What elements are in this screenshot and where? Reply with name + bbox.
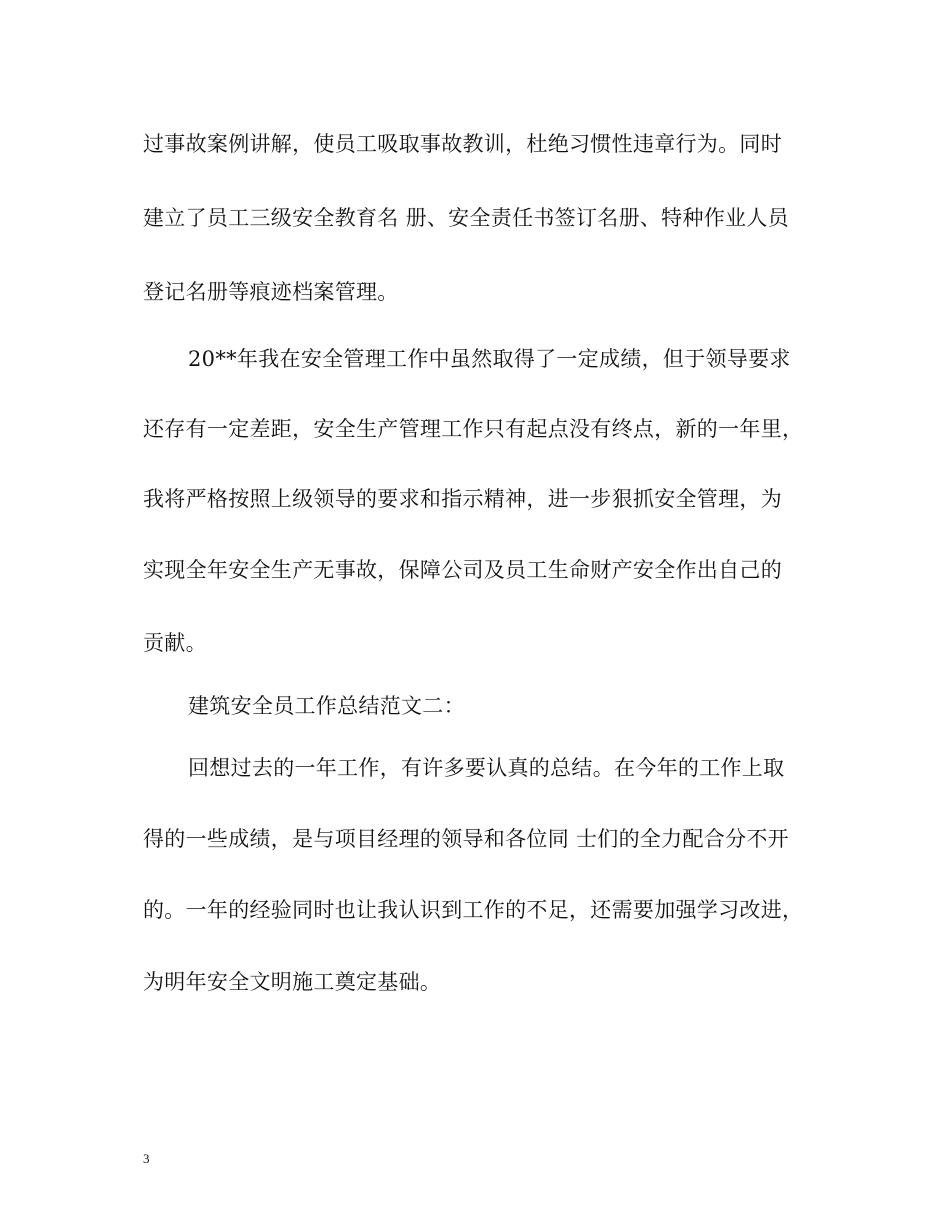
paragraph-line: 为明年安全文明施工奠定基础。 [143, 970, 442, 994]
paragraph-line: 的。一年的经验同时也让我认识到工作的不足，还需要加强学习改进， [143, 898, 804, 922]
paragraph-line: 20**年我在安全管理工作中虽然取得了一定成绩，但于领导要求 [188, 347, 791, 371]
section-heading: 建筑安全员工作总结范文二： [188, 694, 465, 718]
paragraph-line: 登记名册等痕迹档案管理。 [143, 280, 399, 304]
paragraph-line: 贡献。 [143, 631, 207, 655]
paragraph-line: 实现全年安全生产无事故，保障公司及员工生命财产安全作出自己的 [143, 558, 782, 582]
paragraph-line: 还存有一定差距，安全生产管理工作只有起点没有终点，新的一年里， [143, 417, 804, 441]
paragraph-line: 我将严格按照上级领导的要求和指示精神，进一步狠抓安全管理，为 [143, 487, 782, 511]
paragraph-line: 建立了员工三级安全教育名 册、安全责任书签订名册、特种作业人员 [143, 206, 789, 230]
paragraph-line: 得的一些成绩，是与项目经理的领导和各位同 士们的全力配合分不开 [143, 827, 789, 851]
paragraph-line: 过事故案例讲解，使员工吸取事故教训，杜绝习惯性违章行为。同时 [143, 132, 782, 156]
page-number: 3 [143, 1151, 150, 1166]
paragraph-line: 回想过去的一年工作，有许多要认真的总结。在今年的工作上取 [188, 756, 785, 780]
